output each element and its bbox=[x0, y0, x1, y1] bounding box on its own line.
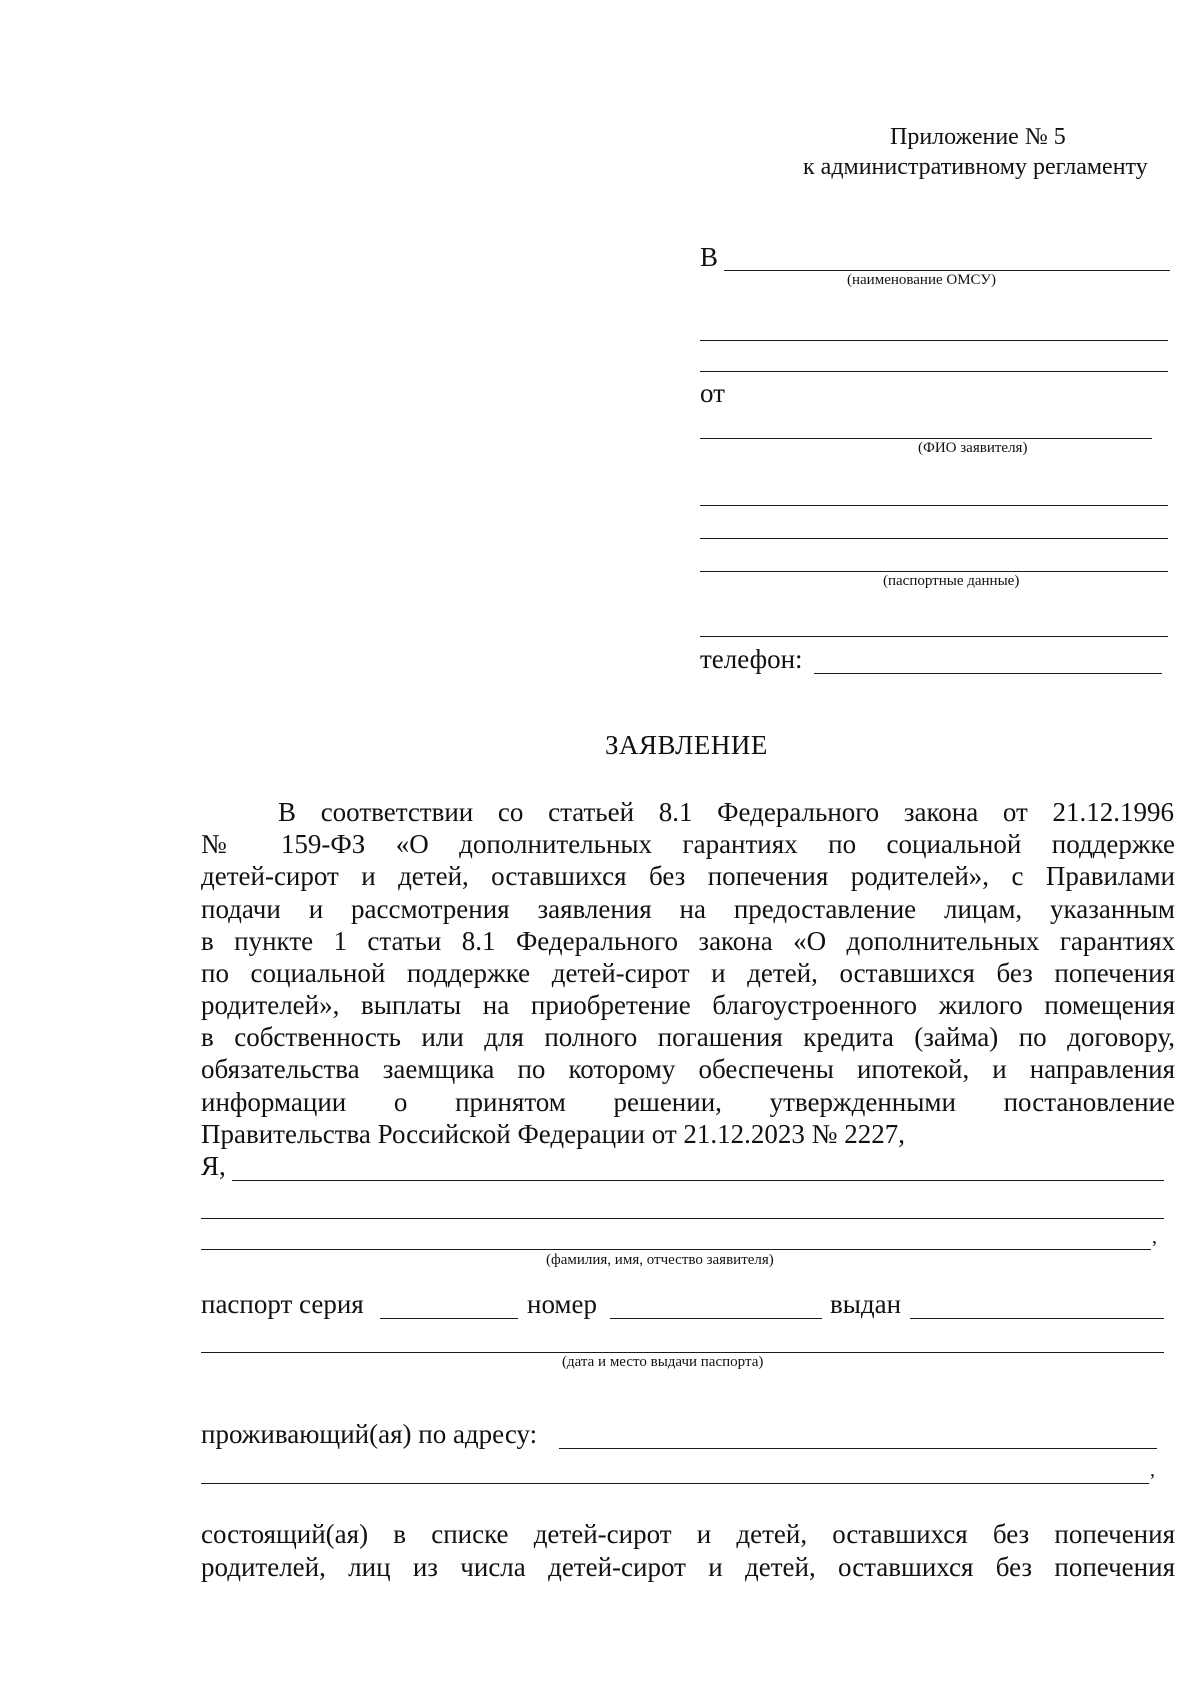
omsu-name-field-line-3[interactable] bbox=[700, 371, 1168, 372]
body-line: по социальной поддержке детей-сирот и детей, оставшихся без попечения bbox=[201, 958, 1175, 988]
fio-caption: (ФИО заявителя) bbox=[918, 440, 1028, 456]
passport-caption: (паспортные данные) bbox=[883, 573, 1020, 589]
body-line: В соответствии со статьей 8.1 Федерального закона от 21.12.1996 bbox=[278, 797, 1174, 827]
passport-issued-label: выдан bbox=[830, 1289, 902, 1319]
passport-issue-details-field[interactable] bbox=[201, 1352, 1164, 1353]
body-line: родителей», выплаты на приобретение благоустроенного жилого помещения bbox=[201, 990, 1175, 1020]
appendix-regulation: к административному регламенту bbox=[803, 154, 1148, 180]
body-line: детей-сирот и детей, оставшихся без попечения родителей», с Правилами bbox=[201, 861, 1175, 891]
residence-trailing-comma: , bbox=[1150, 1459, 1155, 1481]
body-line: подачи и рассмотрения заявления на предоставление лицам, указанным bbox=[201, 894, 1175, 924]
applicant-name-field[interactable] bbox=[232, 1180, 1164, 1181]
omsu-caption: (наименование ОМСУ) bbox=[847, 272, 996, 288]
passport-number-field[interactable] bbox=[610, 1318, 822, 1319]
body-line: в собственность или для полного погашения кредита (займа) по договору, bbox=[201, 1022, 1175, 1052]
phone-label: телефон: bbox=[700, 644, 803, 674]
applicant-prefix: Я, bbox=[201, 1151, 226, 1181]
passport-data-field-line-2[interactable] bbox=[700, 571, 1168, 572]
passport-number-label: номер bbox=[527, 1289, 598, 1319]
applicant-fio-field[interactable] bbox=[700, 438, 1152, 439]
passport-data-field-line-3[interactable] bbox=[700, 636, 1168, 637]
applicant-name-field-line-2[interactable] bbox=[201, 1218, 1164, 1219]
body-line: № 159-ФЗ «О дополнительных гарантиях по социальной поддержке bbox=[201, 829, 1175, 859]
residence-field-line-2[interactable] bbox=[201, 1483, 1149, 1484]
addressee-to-prefix: В bbox=[700, 242, 719, 272]
body-line: Правительства Российской Федерации от 21.12.2023 № 2227, bbox=[201, 1119, 905, 1149]
passport-series-field[interactable] bbox=[380, 1318, 518, 1319]
passport-data-field-line-1[interactable] bbox=[700, 538, 1168, 539]
passport-series-label: паспорт серия bbox=[201, 1289, 364, 1319]
applicant-caption: (фамилия, имя, отчество заявителя) bbox=[546, 1252, 774, 1268]
residence-label: проживающий(ая) по адресу: bbox=[201, 1419, 538, 1449]
passport-issue-caption: (дата и место выдачи паспорта) bbox=[562, 1354, 764, 1370]
tail-line: родителей, лиц из числа детей-сирот и детей, оставшихся без попечения bbox=[201, 1552, 1175, 1582]
omsu-name-field[interactable] bbox=[724, 270, 1170, 271]
applicant-trailing-comma: , bbox=[1152, 1226, 1157, 1248]
addressee-from-prefix: от bbox=[700, 378, 725, 408]
passport-issued-field[interactable] bbox=[910, 1318, 1164, 1319]
tail-line: состоящий(ая) в списке детей-сирот и детей, оставшихся без попечения bbox=[201, 1519, 1175, 1549]
body-line: информации о принятом решении, утвержденными постановление bbox=[201, 1087, 1175, 1117]
appendix-number: Приложение № 5 bbox=[890, 124, 1066, 150]
body-line: обязательства заемщика по которому обеспечены ипотекой, и направления bbox=[201, 1054, 1175, 1084]
phone-field[interactable] bbox=[814, 673, 1162, 674]
body-line: в пункте 1 статьи 8.1 Федерального закона «О дополнительных гарантиях bbox=[201, 926, 1175, 956]
omsu-name-field-line-2[interactable] bbox=[700, 340, 1168, 341]
residence-field[interactable] bbox=[559, 1448, 1157, 1449]
applicant-fio-field-line-2[interactable] bbox=[700, 505, 1168, 506]
applicant-name-field-line-3[interactable] bbox=[201, 1249, 1151, 1250]
document-title: ЗАЯВЛЕНИЕ bbox=[605, 730, 768, 760]
